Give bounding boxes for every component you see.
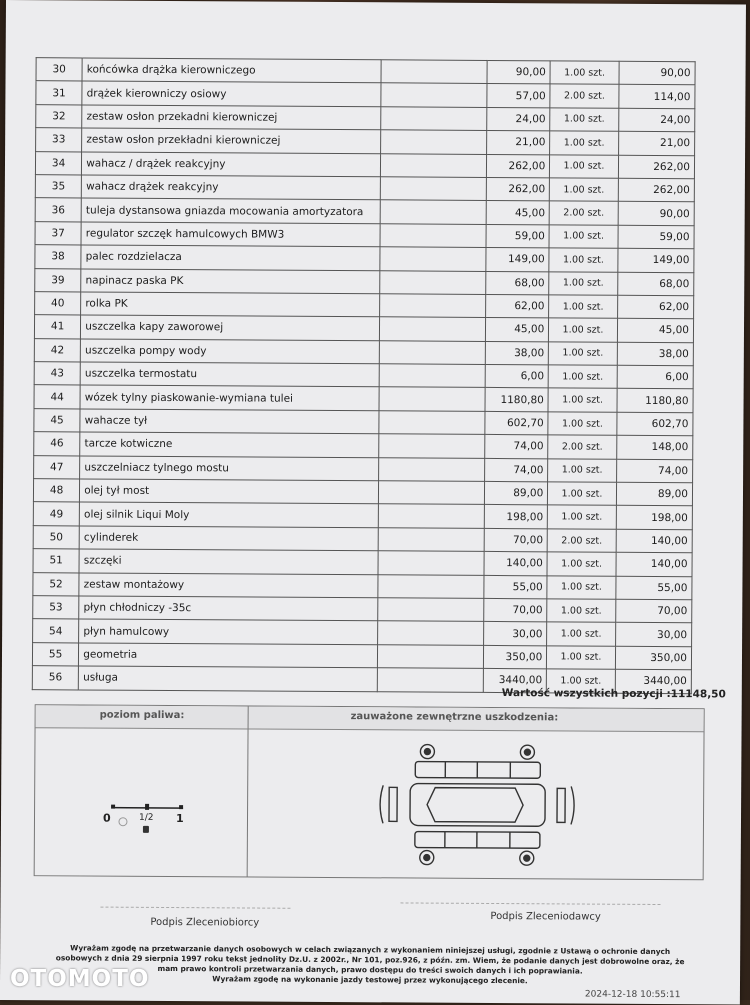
unit-price: 68,00 — [485, 271, 549, 295]
fuel-label-half: 1/2 — [139, 813, 154, 823]
line-total: 45,00 — [617, 319, 693, 343]
empty-cell — [379, 340, 485, 364]
unit-price: 24,00 — [486, 107, 550, 131]
row-number: 41 — [34, 315, 80, 339]
unit-price: 262,00 — [486, 177, 550, 201]
empty-cell — [381, 107, 487, 131]
empty-cell — [378, 528, 484, 552]
row-number: 48 — [33, 479, 79, 503]
part-name: zestaw montażowy — [79, 573, 378, 598]
part-name: geometria — [79, 643, 378, 668]
row-number: 43 — [34, 362, 80, 386]
row-number: 47 — [34, 455, 80, 479]
quantity: 1.00 szt. — [549, 342, 618, 366]
empty-cell — [377, 621, 483, 645]
line-total: 198,00 — [616, 506, 692, 530]
row-number: 42 — [34, 338, 80, 362]
unit-price: 57,00 — [487, 84, 551, 108]
otomoto-watermark: OTOMOTO — [10, 966, 149, 992]
unit-price: 55,00 — [484, 575, 548, 599]
quantity: 1.00 szt. — [548, 458, 617, 482]
unit-price: 89,00 — [484, 481, 548, 505]
row-number: 30 — [36, 58, 82, 82]
vehicle-inspection-box — [34, 704, 705, 880]
line-total: 3440,00 — [615, 669, 691, 693]
line-total: 21,00 — [618, 131, 694, 155]
row-number: 32 — [36, 104, 82, 128]
quantity: 1.00 szt. — [547, 575, 616, 599]
part-name: tarcze kotwiczne — [80, 432, 379, 457]
quantity: 1.00 szt. — [548, 365, 617, 389]
row-number: 36 — [35, 198, 81, 222]
part-name: wózek tylny piaskowanie-wymiana tulei — [80, 385, 379, 410]
line-total: 262,00 — [618, 178, 694, 202]
part-name: wahacze tył — [80, 409, 379, 434]
part-name: usługa — [79, 666, 378, 691]
quantity: 1.00 szt. — [549, 318, 618, 342]
row-number: 33 — [36, 128, 82, 152]
empty-cell — [380, 200, 486, 224]
part-name: cylinderek — [79, 526, 378, 551]
empty-cell — [380, 247, 486, 271]
unit-price: 6,00 — [485, 365, 549, 389]
unit-price: 70,00 — [484, 528, 548, 552]
unit-price: 149,00 — [486, 248, 550, 272]
quantity: 1.00 szt. — [548, 482, 617, 506]
empty-cell — [380, 177, 486, 201]
empty-cell — [378, 574, 484, 598]
row-number: 46 — [34, 432, 80, 456]
part-name: uszczelka termostatu — [80, 362, 379, 387]
quantity: 1.00 szt. — [549, 295, 618, 319]
unit-price: 350,00 — [483, 645, 547, 669]
quantity: 1.00 szt. — [549, 225, 618, 249]
line-total: 74,00 — [616, 459, 692, 483]
fuel-label-full: 1 — [176, 812, 184, 825]
consent-clause: Wyrażam zgodę na przetwarzanie danych osobowych w celach związanych z wykonaniem niniejszej usługi, zgodnie z Ustawą o ochronie danych osobowych z dnia 29 sierpnia 1997 roku tekst jednolity Dz.U. z 2002r., Nr 101, poz.926, z późn. zm. Wiem, że podanie danych jest dobrowolne oraz, że mam prawo kontroli przetwarzania danych, prawo dostępu do treści swoich danych i ich poprawiania. Wyrażam zgodę na wykonanie jazdy testowej przez wykonującego zlecenie. — [40, 943, 700, 987]
quantity: 1.00 szt. — [548, 412, 617, 436]
line-total: 30,00 — [615, 623, 691, 647]
line-total: 114,00 — [619, 85, 695, 109]
line-total: 90,00 — [618, 202, 694, 226]
empty-cell — [377, 645, 483, 669]
part-name: płyn hamulcowy — [79, 619, 378, 644]
part-name: szczęki — [79, 549, 378, 574]
quantity: 1.00 szt. — [547, 622, 616, 646]
quantity: 1.00 szt. — [547, 599, 616, 623]
row-number: 44 — [34, 385, 80, 409]
quantity: 1.00 szt. — [550, 154, 619, 178]
line-total: 68,00 — [617, 272, 693, 296]
empty-cell — [381, 60, 487, 84]
empty-cell — [380, 153, 486, 177]
line-total: 262,00 — [618, 155, 694, 179]
line-total: 89,00 — [616, 482, 692, 506]
client-signature-label: Podpis Zleceniobiorcy — [150, 917, 259, 929]
empty-cell — [377, 668, 483, 692]
part-name: olej silnik Liqui Moly — [80, 502, 379, 527]
line-total: 70,00 — [615, 599, 691, 623]
part-name: uszczelniacz tylnego mostu — [80, 456, 379, 481]
empty-cell — [378, 598, 484, 622]
quantity: 2.00 szt. — [548, 435, 617, 459]
line-total: 24,00 — [618, 108, 694, 132]
empty-cell — [379, 411, 485, 435]
quantity: 1.00 szt. — [549, 248, 618, 272]
part-name: palec rozdzielacza — [81, 245, 380, 270]
line-total: 59,00 — [618, 225, 694, 249]
unit-price: 3440,00 — [483, 669, 547, 693]
part-name: uszczelka pompy wody — [81, 339, 380, 364]
unit-price: 602,70 — [485, 411, 549, 435]
total-value: Wartość wszystkich pozycji :11148,50 — [502, 687, 726, 700]
unit-price: 262,00 — [486, 154, 550, 178]
unit-price: 140,00 — [484, 552, 548, 576]
row-number: 38 — [35, 245, 81, 269]
unit-price: 45,00 — [486, 201, 550, 225]
part-name: rolka PK — [81, 292, 380, 317]
quantity: 1.00 szt. — [550, 108, 619, 132]
quantity: 1.00 szt. — [547, 646, 616, 670]
row-number: 53 — [33, 596, 79, 620]
quantity: 1.00 szt. — [549, 271, 618, 295]
row-number: 40 — [35, 292, 81, 316]
empty-cell — [379, 364, 485, 388]
car-diagram-icon — [375, 737, 596, 873]
part-name: wahacz / drążek reakcyjny — [82, 152, 381, 177]
quantity: 2.00 szt. — [550, 84, 619, 108]
row-number: 56 — [32, 666, 78, 690]
row-number: 50 — [33, 525, 79, 549]
quantity: 1.00 szt. — [547, 552, 616, 576]
row-number: 51 — [33, 549, 79, 573]
print-timestamp: 2024-12-18 10:55:11 — [585, 990, 681, 1001]
row-number: 34 — [35, 151, 81, 175]
empty-cell — [378, 481, 484, 505]
quantity: 1.00 szt. — [550, 61, 619, 85]
part-name: napinacz paska PK — [81, 268, 380, 293]
unit-price: 74,00 — [484, 435, 548, 459]
unit-price: 74,00 — [484, 458, 548, 482]
line-total: 149,00 — [618, 248, 694, 272]
row-number: 54 — [33, 619, 79, 643]
part-name: płyn chłodniczy -35c — [79, 596, 378, 621]
empty-cell — [379, 317, 485, 341]
empty-cell — [379, 294, 485, 318]
unit-price: 59,00 — [486, 224, 550, 248]
row-number: 31 — [36, 81, 82, 105]
parts-table — [32, 57, 696, 694]
fuel-level-title: poziom paliwa: — [100, 710, 185, 722]
line-total: 90,00 — [619, 61, 695, 85]
row-number: 39 — [35, 268, 81, 292]
empty-cell — [381, 83, 487, 107]
row-number: 45 — [34, 409, 80, 433]
part-name: drążek kierowniczy osiowy — [82, 81, 381, 106]
unit-price: 30,00 — [483, 622, 547, 646]
empty-cell — [379, 434, 485, 458]
row-number: 52 — [33, 572, 79, 596]
row-number: 55 — [32, 642, 78, 666]
unit-price: 62,00 — [485, 294, 549, 318]
part-name: zestaw osłon przekładni kierowniczej — [82, 128, 381, 153]
unit-price: 70,00 — [483, 598, 547, 622]
quantity: 1.00 szt. — [548, 388, 617, 412]
empty-cell — [378, 504, 484, 528]
fuel-label-empty: 0 — [103, 812, 111, 825]
row-number: 35 — [35, 175, 81, 199]
unit-price: 90,00 — [487, 60, 551, 84]
part-name: wahacz drążek reakcyjny — [82, 175, 381, 200]
empty-cell — [378, 457, 484, 481]
empty-cell — [378, 551, 484, 575]
quantity: 2.00 szt. — [547, 529, 616, 553]
quantity: 1.00 szt. — [547, 669, 616, 693]
unit-price: 1180,80 — [485, 388, 549, 412]
contractor-signature-label: Podpis Zleceniodawcy — [490, 911, 600, 923]
row-number: 37 — [35, 221, 81, 245]
empty-cell — [379, 387, 485, 411]
part-name: tuleja dystansowa gniazda mocowania amortyzatora — [81, 198, 380, 223]
part-name: uszczelka kapy zaworowej — [81, 315, 380, 340]
unit-price: 21,00 — [486, 131, 550, 155]
empty-cell — [380, 130, 486, 154]
line-total: 140,00 — [616, 529, 692, 553]
quantity: 1.00 szt. — [548, 505, 617, 529]
line-total: 148,00 — [616, 435, 692, 459]
fuel-gauge — [101, 800, 201, 841]
line-total: 62,00 — [617, 295, 693, 319]
line-total: 55,00 — [616, 576, 692, 600]
line-total: 1180,80 — [617, 389, 693, 413]
empty-cell — [380, 270, 486, 294]
row-number: 49 — [33, 502, 79, 526]
damage-title: zauważone zewnętrzne uszkodzenia: — [351, 711, 559, 723]
unit-price: 45,00 — [485, 318, 549, 342]
line-total: 140,00 — [616, 552, 692, 576]
line-total: 6,00 — [617, 365, 693, 389]
part-name: zestaw osłon przekadni kierowniczej — [82, 105, 381, 130]
part-name: regulator szczęk hamulcowych BMW3 — [81, 222, 380, 247]
line-total: 38,00 — [617, 342, 693, 366]
unit-price: 198,00 — [484, 505, 548, 529]
line-total: 350,00 — [615, 646, 691, 670]
part-name: końcówka drążka kierowniczego — [82, 58, 381, 83]
quantity: 1.00 szt. — [550, 178, 619, 202]
unit-price: 38,00 — [485, 341, 549, 365]
quantity: 1.00 szt. — [550, 131, 619, 155]
part-name: olej tył most — [80, 479, 379, 504]
quantity: 2.00 szt. — [549, 201, 618, 225]
line-total: 602,70 — [617, 412, 693, 436]
empty-cell — [380, 224, 486, 248]
